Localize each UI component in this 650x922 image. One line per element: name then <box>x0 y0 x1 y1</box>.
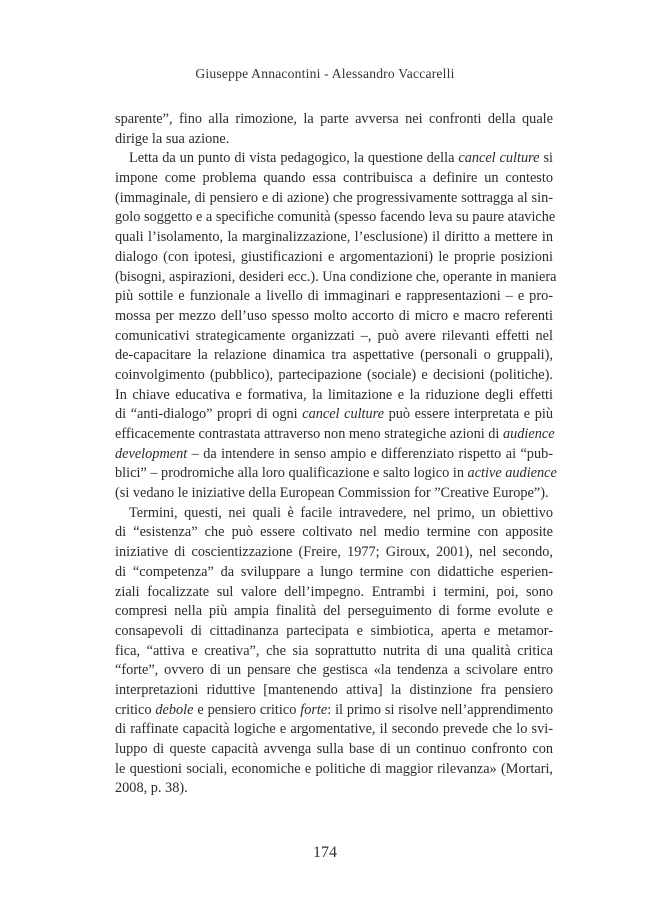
body-line: comunicativi strategicamente organizzati –, può avere rilevanti effetti nel <box>115 327 553 344</box>
body-line: sparente”, fino alla rimozione, la parte avversa nei confronti della quale <box>115 111 553 127</box>
body-text <box>115 110 557 799</box>
body-line: Termini, questi, nei quali è facile intravedere, nel primo, un obiettivo <box>129 504 553 521</box>
body-line: consapevoli di cittadinanza partecipata e simbiotica, aperta e metamor- <box>115 622 553 639</box>
page-number: 174 <box>313 844 337 861</box>
body-line: Letta da un punto di vista pedagogico, la questione della cancel culture si <box>129 150 553 167</box>
body-line: di raffinate capacità logiche e argomentative, il secondo prevede che lo svi- <box>115 721 553 738</box>
body-line: impone come problema quando essa contribuisca a definire un contesto <box>115 170 553 187</box>
body-line: interpretazioni riduttive [mantenendo attiva] la distinzione fra pensiero <box>115 681 553 698</box>
body-line: de-capacitare la relazione dinamica tra aspettative (personali o gruppali), <box>115 347 553 364</box>
body-line: blici” – prodromiche alla loro qualificazione e salto logico in active audience <box>115 465 557 482</box>
body-line: di “competenza” da sviluppare a lungo termine con didattiche esperien- <box>115 563 553 580</box>
body-line: più sottile e funzionale a livello di immaginari e rappresentazioni – e pro- <box>115 288 553 305</box>
body-line: dialogo (con ipotesi, giustificazioni e argomentazioni) le proprie posizioni <box>115 248 553 265</box>
body-line: golo soggetto e a specifiche comunità (spesso facendo leva su paure ataviche <box>115 209 556 226</box>
body-line: coinvolgimento (pubblico), partecipazione (sociale) e decisioni (politiche). <box>115 366 553 383</box>
body-line: 2008, p. 38). <box>115 780 188 797</box>
body-line: In chiave educativa e formativa, la limitazione e la riduzione degli effetti <box>115 386 553 403</box>
body-line: ziali focalizzate sul valore dell’impegno. Entrambi i termini, poi, sono <box>115 583 553 600</box>
running-head: Giuseppe Annacontini - Alessandro Vaccarelli <box>195 66 455 81</box>
body-line: compresi nella più ampia finalità del perseguimento di forme evolute e <box>115 603 553 620</box>
body-line: mossa per mezzo dell’uso spesso molto accorto di micro e macro referenti <box>115 307 553 324</box>
body-line: development – da intendere in senso ampio e differenziato rispetto ai “pub- <box>115 445 553 462</box>
body-line: efficacemente contrastata attraverso non meno strategiche azioni di audience <box>115 426 555 442</box>
body-line: (si vedano le iniziative della European Commission for ”Creative Europe”). <box>115 485 549 502</box>
body-line: fica, “attiva e creativa”, che sia soprattutto nutrita di una qualità critica <box>115 642 553 659</box>
body-line: iniziative di coscientizzazione (Freire, 1977; Giroux, 2001), nel secondo, <box>115 544 553 561</box>
body-line: “forte”, ovvero di un pensare che gestisca «la tendenza a scivolare entro <box>115 662 553 679</box>
body-line: di “esistenza” che può essere coltivato nel medio termine con apposite <box>115 524 553 541</box>
body-line: di “anti-dialogo” propri di ogni cancel culture può essere interpretata e più <box>115 406 553 423</box>
body-line: (bisogni, aspirazioni, desideri ecc.). Una condizione che, operante in maniera <box>115 268 557 285</box>
body-line: luppo di queste capacità avvenga sulla base di un continuo confronto con <box>115 741 553 757</box>
body-line: critico debole e pensiero critico forte: il primo si risolve nell’apprendimento <box>115 701 554 718</box>
body-line: quali l’isolamento, la marginalizzazione, l’esclusione) il diritto a mettere in <box>115 229 553 246</box>
body-line: le questioni sociali, economiche e politiche di maggior rilevanza» (Mortari, <box>115 760 553 777</box>
body-line: dirige la sua azione. <box>115 130 230 147</box>
body-line: (immaginale, di pensiero e di azione) che progressivamente sottragga al sin- <box>115 189 553 206</box>
